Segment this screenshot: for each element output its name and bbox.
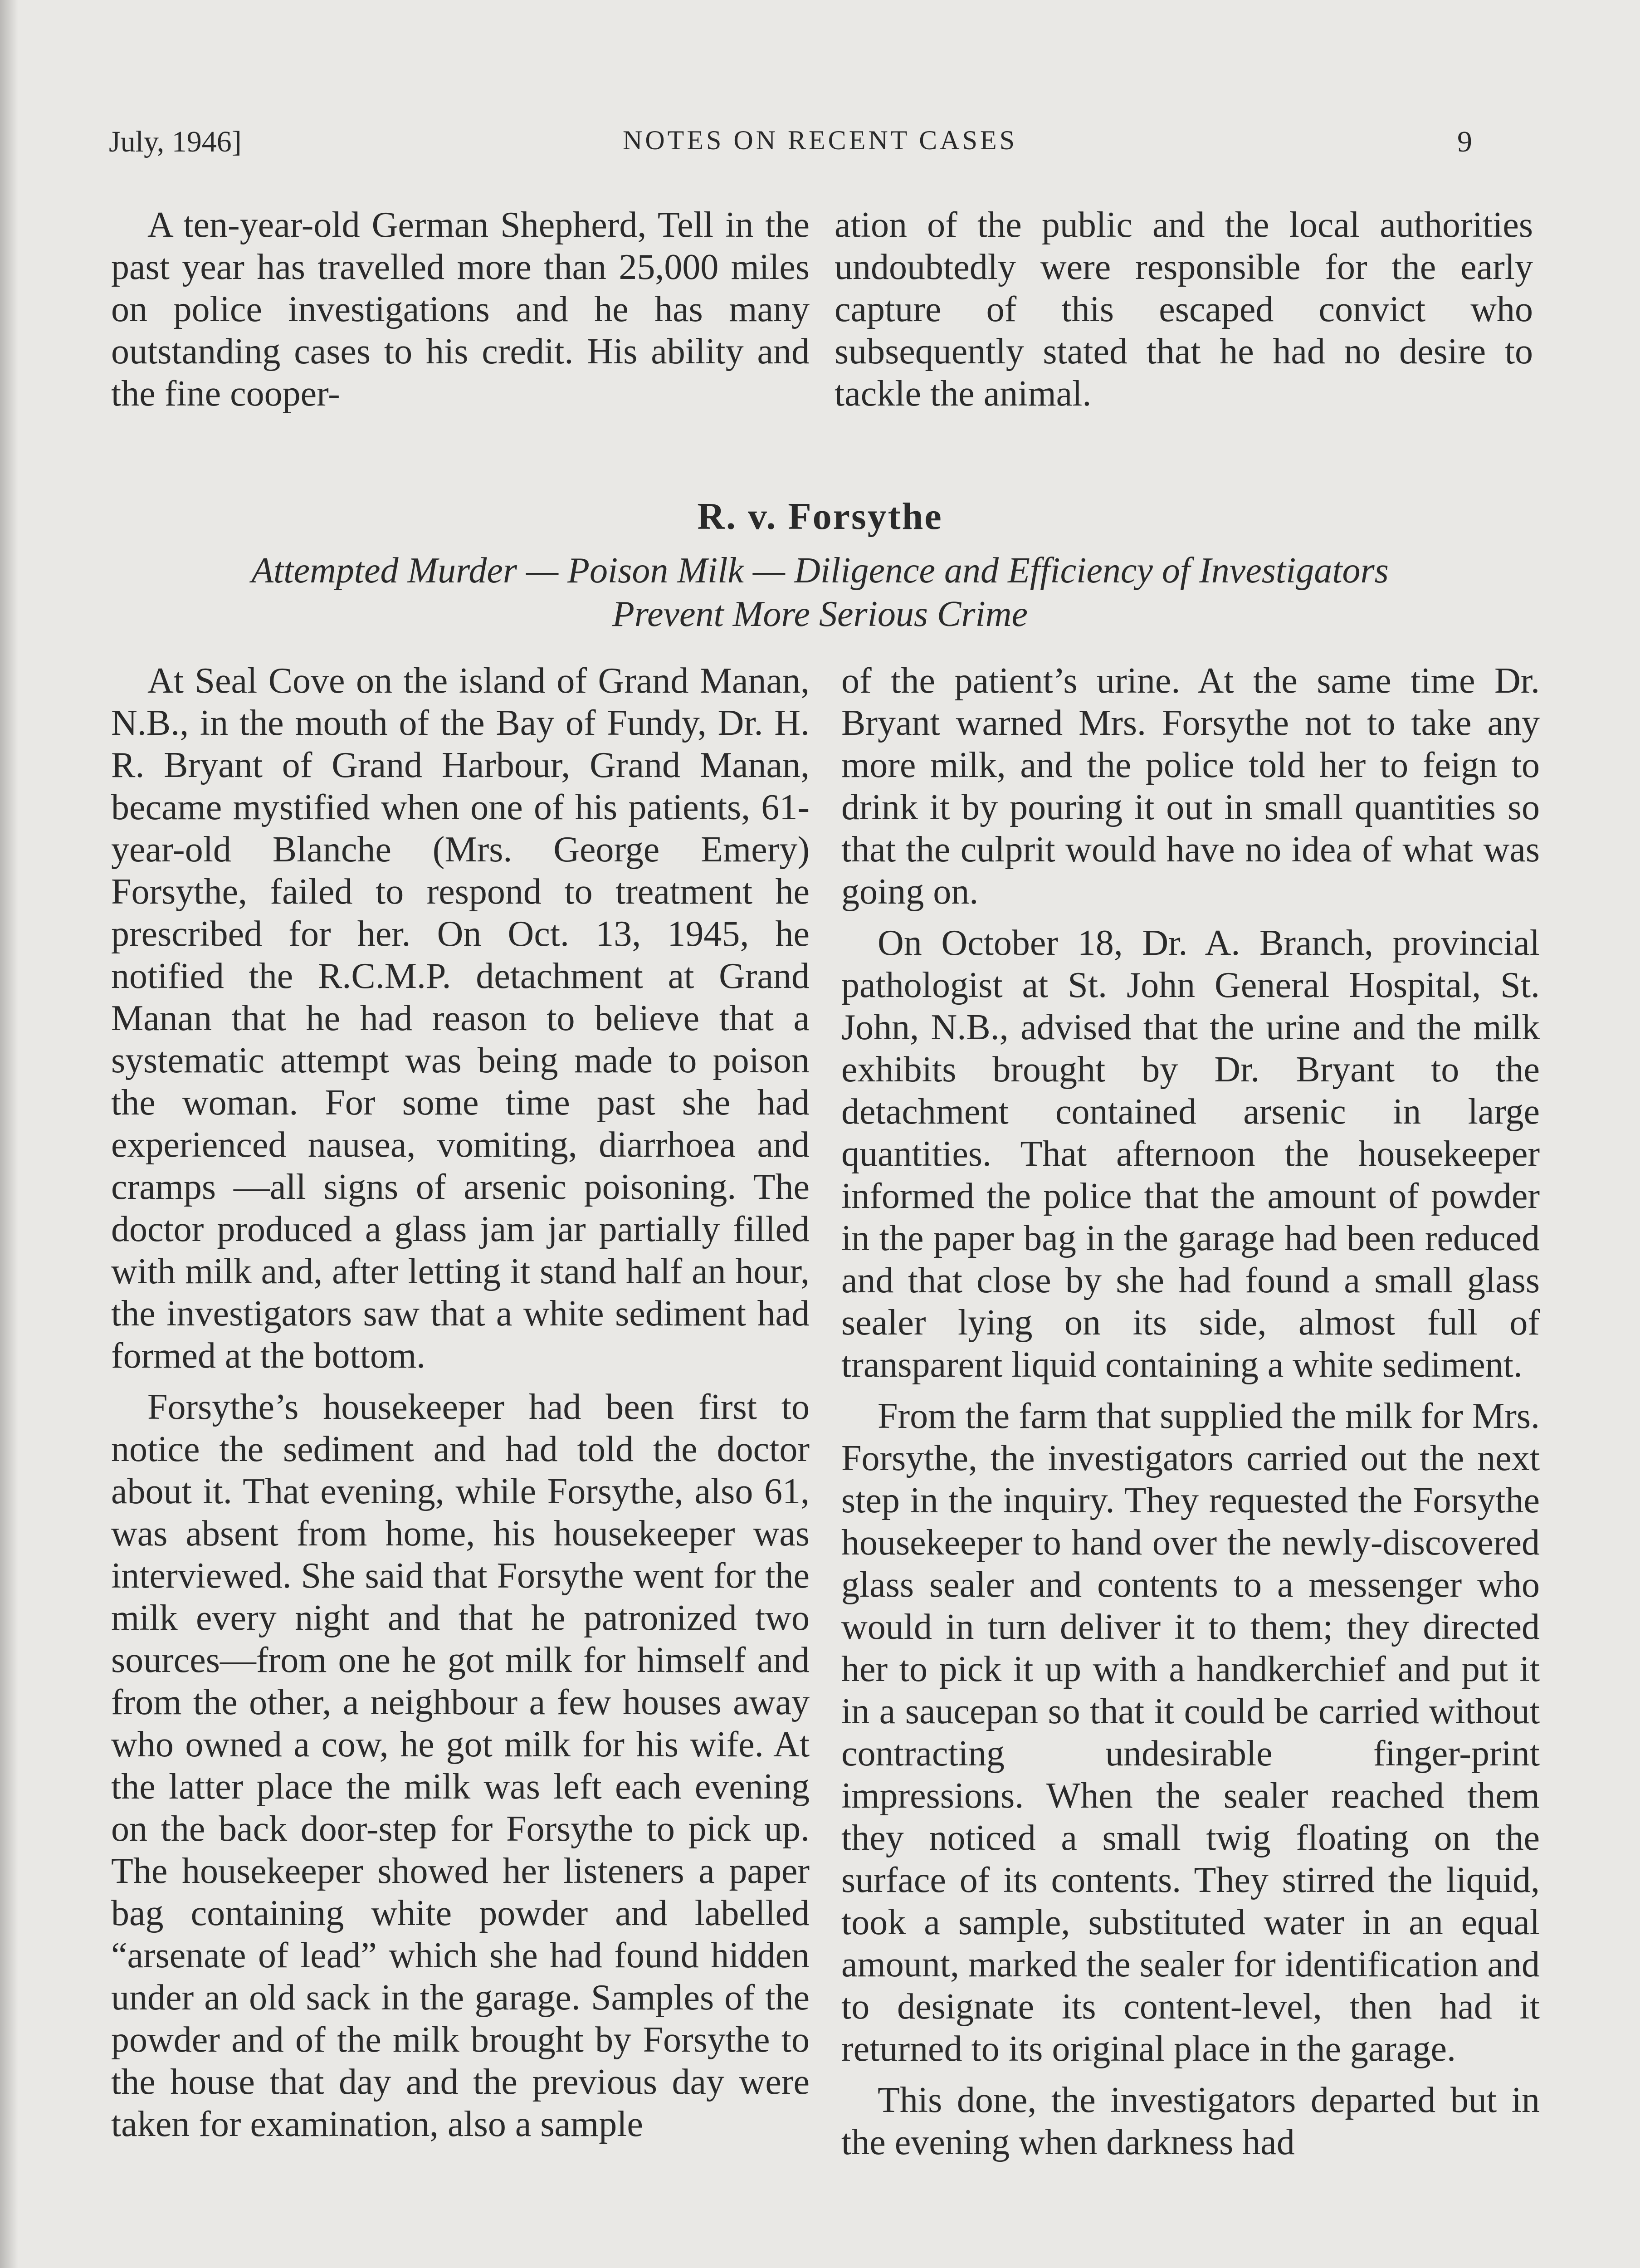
article-paragraph: From the farm that supplied the milk for Mrs. Forsythe, the investigators carried out the next step in the inquiry. They requested the Forsythe housekeeper to hand over the newly-discovered glass sealer and contents to a messenger who would in turn deliver it to them; they directed her to pick it up with a handkerchief and put it in a saucepan so that it could be carried without contracting undesirable finger-print impressions. When the sealer reached them they noticed a small twig floating on the surface of its contents. They stirred the liquid, took a sample, substituted water in an equal amount, marked the sealer for identification and to designate its content-level, then had it returned to its original place in the garage.	[841, 1396, 1540, 2069]
page-gutter-shadow	[0, 0, 18, 2268]
article-subtitle-line-2: Prevent More Serious Crime	[612, 594, 1028, 634]
article-right-column	[841, 660, 1540, 2173]
article-paragraph: Forsythe’s housekeeper had been first to notice the sediment and had told the doctor about it. That evening, while Forsythe, also 61, was absent from home, his housekeeper was interviewed. She said that Forsythe went for the milk every night and that he patronized two sources—from one he got milk for himself and from the other, a neighbour a few houses away who owned a cow, he got milk for his wife. At the latter place the milk was left each evening on the back door-step for Forsythe to pick up. The housekeeper showed her listeners a paper bag containing white powder and labelled “arsenate of lead” which she had found hidden under an old sack in the garage. Samples of the powder and of the milk brought by Forsythe to the house that day and the previous day were taken for examination, also a sample	[111, 1387, 810, 2144]
article-paragraph: On October 18, Dr. A. Branch, provincial pathologist at St. John General Hospital, St. John, N.B., advised that the urine and the milk exhibits brought by Dr. Bryant to the detachment contained arsenic in large quantities. That afternoon the housekeeper informed the police that the amount of powder in the paper bag in the garage had been reduced and that close by she had found a small glass sealer lying on its side, almost full of transparent liquid containing a white sediment.	[841, 923, 1540, 1385]
running-title: NOTES ON RECENT CASES	[623, 125, 1017, 155]
article-subtitle-line-1: Attempted Murder — Poison Milk — Diligence and Efficiency of Investigators	[251, 551, 1389, 591]
article-paragraph: This done, the investigators departed but in the evening when darkness had	[841, 2080, 1540, 2162]
intro-left-column	[111, 204, 810, 424]
header-date: July, 1946]	[109, 125, 242, 158]
article-paragraph: At Seal Cove on the island of Grand Manan, N.B., in the mouth of the Bay of Fundy, Dr. H. R. Bryant of Grand Harbour, Grand Manan, became mystified when one of his patients, 61-year-old Blanche (Mrs. George Emery) Forsythe, failed to respond to treatment he prescribed for her. On Oct. 13, 1945, he notified the R.C.M.P. detachment at Grand Manan that he had reason to believe that a systematic attempt was being made to poison the woman. For some time past she had experienced nausea, vomiting, diarrhoea and cramps —all signs of arsenic poisoning. The doctor produced a glass jam jar partially filled with milk and, after letting it stand half an hour, the investigators saw that a white sediment had formed at the bottom.	[111, 661, 810, 1376]
intro-right-column	[835, 204, 1533, 424]
intro-paragraph-left: A ten-year-old German Shepherd, Tell in the past year has travelled more than 25,000 miles on police investigations and he has many outstanding cases to his credit. His ability and the fine cooper-	[111, 205, 810, 414]
article-title: R. v. Forsythe	[697, 495, 943, 538]
page-header	[109, 125, 1531, 166]
article-paragraph: of the patient’s urine. At the same time Dr. Bryant warned Mrs. Forsythe not to take any more milk, and the police told her to feign to drink it by pouring it out in small quantities so that the culprit would have no idea of what was going on.	[841, 661, 1540, 912]
page-number: 9	[1457, 125, 1472, 158]
article-left-column	[111, 660, 810, 2155]
article-subtitle	[136, 549, 1504, 636]
intro-paragraph-right: ation of the public and the local authorities undoubtedly were responsible for the early capture of this escaped convict who subsequently stated that he had no desire to tackle the animal.	[835, 205, 1533, 414]
